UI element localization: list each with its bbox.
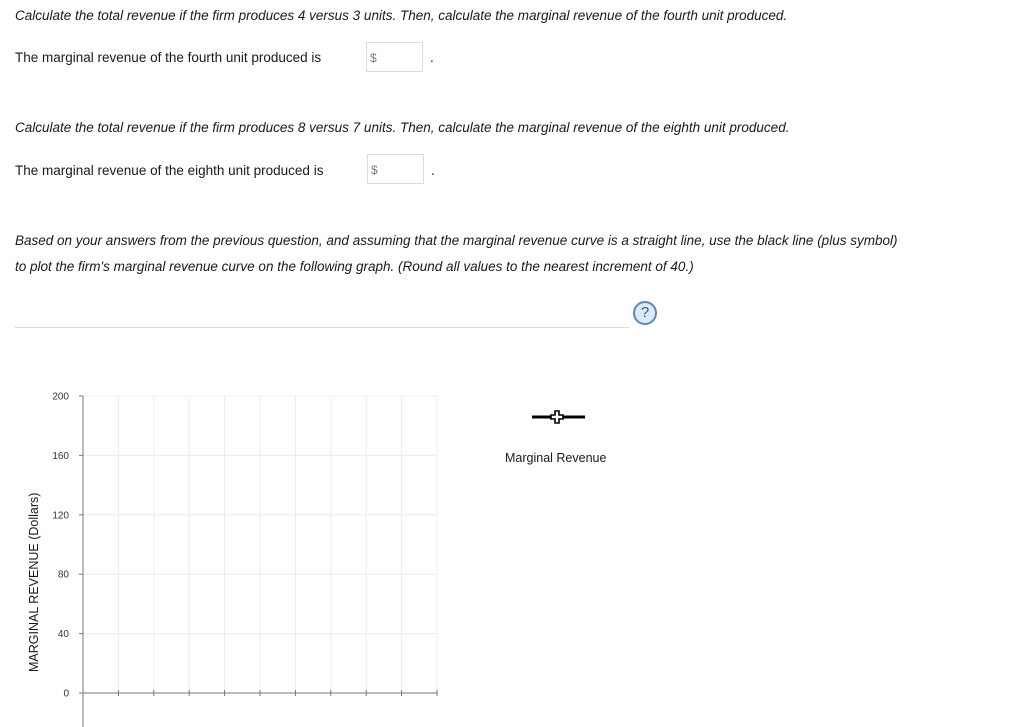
y-axis-label: MARGINAL REVENUE (Dollars) xyxy=(27,492,41,672)
y-tick-label: 120 xyxy=(52,510,69,522)
question-mark-icon[interactable]: ? xyxy=(633,301,657,325)
question-3-prompt-line-2: to plot the firm's marginal revenue curve on the following graph. (Round all values to the nearest increment of 40.) xyxy=(15,259,694,274)
period: . xyxy=(431,163,435,178)
question-1-prompt: Calculate the total revenue if the firm produces 4 versus 3 units. Then, calculate the marginal revenue of the fourth unit produced. xyxy=(15,8,788,23)
question-3-prompt-line-1: Based on your answers from the previous question, and assuming that the marginal revenue curve is a straight line, use the black line (plus symbol) xyxy=(15,233,898,248)
currency-symbol: $ xyxy=(370,51,377,65)
legend-label: Marginal Revenue xyxy=(505,451,607,465)
y-tick-label: 160 xyxy=(52,450,69,462)
graph-grid xyxy=(83,396,437,693)
y-tick-label: 0 xyxy=(63,688,69,700)
y-tick-label: 40 xyxy=(57,629,69,641)
y-tick-label: 200 xyxy=(52,391,69,403)
plus-line-tool-icon[interactable] xyxy=(532,411,585,423)
question-1-answer-label: The marginal revenue of the fourth unit produced is xyxy=(15,50,322,65)
currency-symbol: $ xyxy=(371,163,378,177)
question-2-prompt: Calculate the total revenue if the firm produces 8 versus 7 units. Then, calculate the marginal revenue of the eighth unit produced. xyxy=(15,120,790,135)
question-2-answer-label: The marginal revenue of the eighth unit produced is xyxy=(15,163,324,178)
period: . xyxy=(430,50,434,65)
y-axis-ticks xyxy=(52,392,83,700)
y-tick-label: 80 xyxy=(57,569,69,581)
